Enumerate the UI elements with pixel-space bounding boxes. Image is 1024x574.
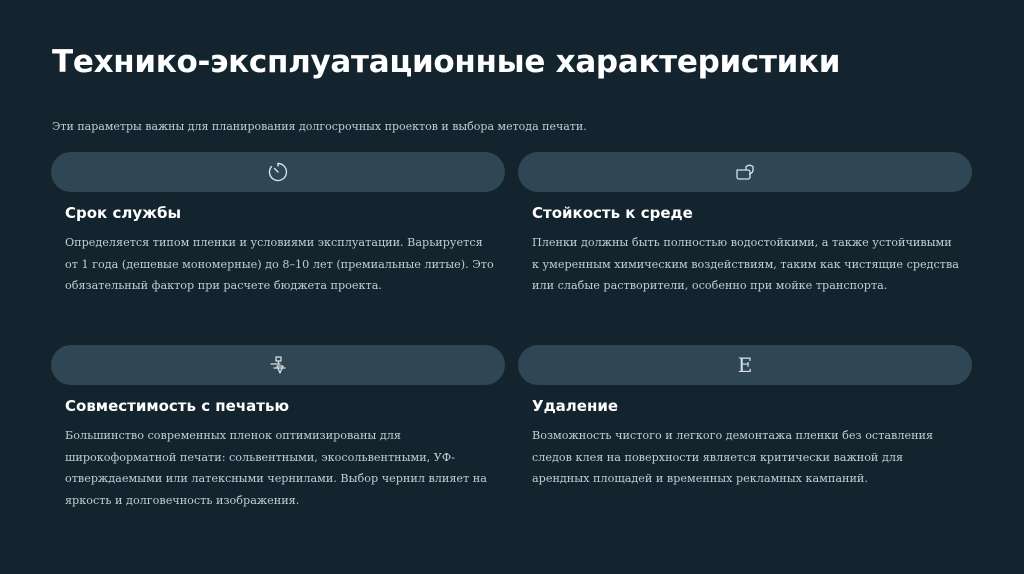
card-heading: Стойкость к среде: [532, 204, 693, 222]
card-heading: Удаление: [532, 397, 619, 415]
card-text: Определяется типом пленки и условиями эксплуатации. Варьируется от 1 года (дешевые мономерные) до 8–10 лет (премиальные литые). Это обязательный фактор при расчете бюджета проекта.: [65, 236, 494, 292]
letter-e-icon: E: [737, 353, 753, 377]
page-title: Технико-эксплуатационные характеристики: [52, 44, 841, 80]
card-text: Большинство современных пленок оптимизированы для широкоформатной печати: сольвентными, экосольвентными, УФ-отверждаемыми или латексными чернилами. Выбор чернил влияет на яркость и долговечность изображения.: [65, 429, 487, 507]
card-text: Пленки должны быть полностью водостойкими, а также устойчивыми к умеренным химическим воздействиям, таким как чистящие средства или слабые растворители, особенно при мойке транспорта.: [532, 236, 959, 292]
card-heading: Срок службы: [65, 204, 182, 222]
shield-hand-icon: [734, 161, 756, 183]
card-print-compatibility: [51, 345, 505, 511]
card-text: Возможность чистого и легкого демонтажа пленки без оставления следов клея на поверхности является критически важной для арендных площадей и временных рекламных кампаний.: [532, 429, 934, 485]
timer-icon: [267, 161, 289, 183]
card-icon-bar: [51, 345, 505, 385]
card-removal: [518, 345, 972, 490]
print-compatibility-icon: [267, 354, 289, 376]
card-service-life: [51, 152, 505, 297]
card-environment-resistance: [518, 152, 972, 297]
card-icon-bar: [518, 345, 972, 385]
card-icon-bar: [51, 152, 505, 192]
card-heading: Совместимость с печатью: [65, 397, 290, 415]
card-icon-bar: [518, 152, 972, 192]
page-subtitle: Эти параметры важны для планирования долгосрочных проектов и выбора метода печати.: [52, 120, 587, 133]
